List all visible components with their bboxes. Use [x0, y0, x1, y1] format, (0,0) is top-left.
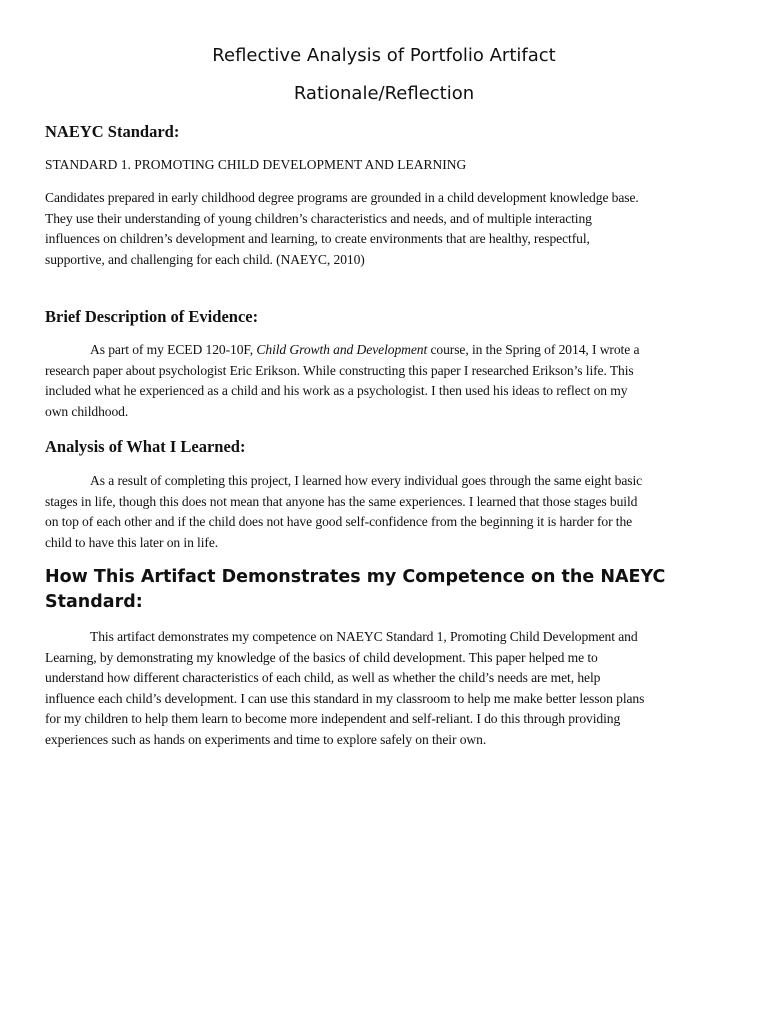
learned-paragraph	[45, 471, 725, 553]
paragraph-line: child to have this later on in life.	[45, 534, 219, 550]
paragraph-line: They use their understanding of young children’s characteristics and needs, and of multiple interacting	[45, 210, 592, 226]
paragraph-line: influences on children’s development and learning, to create environments that are healthy, respectful,	[45, 231, 590, 246]
paragraph-line: Candidates prepared in early childhood degree programs are grounded in a child development knowledge base.	[45, 190, 639, 205]
standard-name: STANDARD 1. PROMOTING CHILD DEVELOPMENT AND LEARNING	[45, 157, 467, 172]
heading-line: Standard:	[45, 592, 143, 612]
document-subtitle: Rationale/Reflection	[293, 83, 475, 104]
standard-paragraph	[45, 188, 725, 270]
paragraph-line: experiences such as hands on experiments and time to explore safely on their own.	[45, 731, 487, 747]
paragraph-line: included what he experienced as a child and his work as a psychologist. I then used his ideas to reflect on my	[45, 383, 628, 398]
competence-paragraph	[45, 627, 725, 750]
paragraph-line: on top of each other and if the child does not have good self-confidence from the beginning it is harder for the	[45, 514, 633, 529]
document-title: Reflective Analysis of Portfolio Artifact	[212, 45, 556, 66]
paragraph-line: As a result of completing this project, I learned how every individual goes through the same eight basic	[90, 473, 643, 488]
paragraph-line: influence each child’s development. I can use this standard in my classroom to help me make better lesson plans	[45, 690, 645, 706]
paragraph-text: course, in the Spring of 2014, I wrote a	[427, 342, 640, 357]
paragraph-line: This artifact demonstrates my competence on NAEYC Standard 1, Promoting Child Development and	[90, 629, 638, 644]
evidence-heading: Brief Description of Evidence:	[45, 307, 259, 326]
paragraph-line: stages in life, though this does not mean that anyone has the same experiences. I learned that those stages build	[45, 493, 638, 509]
heading-line: How This Artifact Demonstrates my Competence on the NAEYC	[45, 567, 666, 587]
competence-heading	[45, 565, 665, 615]
paragraph-line: for my children to help them learn to become more independent and self-reliant. I do this through providing	[45, 711, 621, 726]
paragraph-text: As part of my ECED 120-10F,	[90, 342, 257, 357]
evidence-paragraph	[45, 340, 725, 422]
learned-heading: Analysis of What I Learned:	[45, 437, 246, 456]
paragraph-line: research paper about psychologist Eric Erikson. While constructing this paper I researched Erikson’s life. This	[45, 362, 634, 378]
naeyc-standard-heading: NAEYC Standard:	[45, 122, 180, 141]
paragraph-line: supportive, and challenging for each child. (NAEYC, 2010)	[45, 251, 365, 267]
paragraph-line: Learning, by demonstrating my knowledge of the basics of child development. This paper helped me to	[45, 649, 598, 665]
paragraph-line	[45, 340, 725, 361]
paragraph-line: understand how different characteristics of each child, as well as whether the child’s needs are met, help	[45, 670, 601, 685]
course-title: Child Growth and Development	[256, 342, 428, 357]
paragraph-line: own childhood.	[45, 403, 129, 419]
